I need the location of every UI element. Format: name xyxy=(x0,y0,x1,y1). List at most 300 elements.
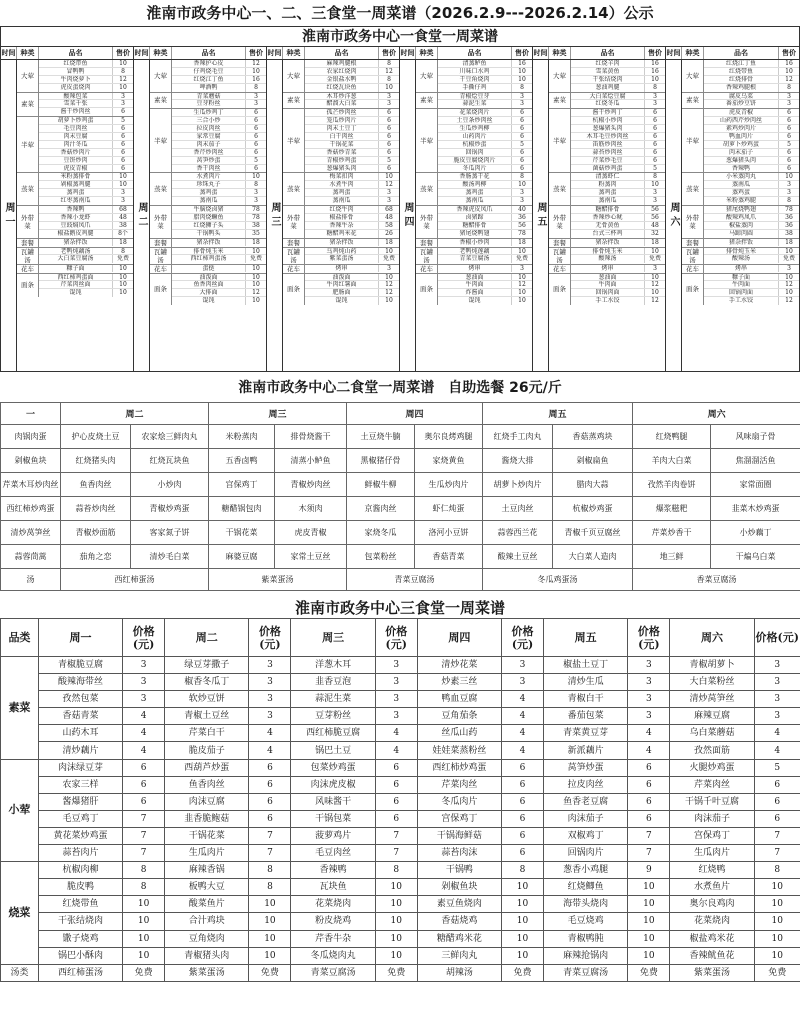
canteen3-dish: 干张结烧肉 xyxy=(38,913,122,930)
canteen1-menu-item xyxy=(172,117,266,125)
canteen1-group-items xyxy=(571,248,665,264)
canteen3-header-cell: 价格(元) xyxy=(628,619,670,657)
canteen3-price: 6 xyxy=(249,793,291,810)
canteen1-group-items xyxy=(438,265,532,273)
dish-name: 米粉蒸鸡腿 xyxy=(704,197,779,205)
canteen3-soup-cell: 西红柿蛋汤 xyxy=(38,964,122,981)
canteen1-menu-item xyxy=(704,181,799,189)
canteen1-group-items xyxy=(305,265,399,273)
dish-price: 12 xyxy=(385,181,393,189)
dish-name: 葱爆猪头肉 xyxy=(305,165,379,173)
dish-price: 10 xyxy=(518,289,526,297)
canteen1-menu-item xyxy=(172,189,266,197)
canteen3-dish: 莴笋炒蛋 xyxy=(544,759,628,776)
canteen3-dish: 红烧鲫鱼 xyxy=(544,879,628,896)
canteen2-dish: 蒜蓉茼蒿 xyxy=(1,545,61,569)
canteen1-menu-item xyxy=(571,281,665,289)
canteen1-menu-item xyxy=(704,214,799,222)
canteen1-menu-item xyxy=(39,222,133,230)
canteen1-group-items xyxy=(571,239,665,247)
canteen1-menu-item xyxy=(172,197,266,205)
dish-name: 鱼香肉丝面 xyxy=(172,281,246,288)
canteen1-day-header xyxy=(1,47,133,60)
dish-name: 笛筋炒肉丝 xyxy=(571,141,645,148)
canteen3-price: 4 xyxy=(249,725,291,742)
canteen1-menu-item xyxy=(438,265,532,273)
canteen1-menu-item xyxy=(172,68,266,76)
canteen1-menu-item xyxy=(704,76,799,84)
canteen1-menu-item xyxy=(704,109,799,117)
dish-price: 6 xyxy=(653,133,657,140)
canteen3-price: 3 xyxy=(375,708,417,725)
canteen1-group xyxy=(17,265,133,274)
dish-price: 3 xyxy=(121,197,125,205)
dish-name: 金银盐水鸭 xyxy=(305,76,379,83)
canteen1-day-header xyxy=(134,47,266,60)
canteen3-soup-cell: 免费 xyxy=(754,964,800,981)
canteen1-group xyxy=(283,248,399,265)
dish-price: 8 xyxy=(787,83,791,91)
canteen1-group-category: 素菜 xyxy=(416,93,438,109)
canteen2-day-header: 周二 xyxy=(61,403,209,425)
canteen3-header-cell: 周三 xyxy=(291,619,375,657)
canteen3-dish: 香菇青菜 xyxy=(38,708,122,725)
canteen3-row xyxy=(1,657,800,674)
canteen3-dish: 韭香豆泡 xyxy=(291,674,375,691)
dish-price: 18 xyxy=(785,238,793,246)
canteen1-menu-item xyxy=(438,197,532,205)
dish-name: 香辣鸭 xyxy=(39,206,113,213)
dish-price: 6 xyxy=(121,156,125,164)
canteen3-dish: 青菜黄豆芽 xyxy=(544,725,628,742)
dish-name: 腐皮乌菜 xyxy=(704,93,779,100)
dish-name: 虎皮青椒 xyxy=(39,165,113,173)
canteen1-group xyxy=(150,206,266,239)
canteen1-menu-item xyxy=(571,60,665,68)
dish-price: 38 xyxy=(785,229,793,237)
canteen3-dish: 奥尔良鸡肉 xyxy=(670,896,754,913)
canteen1-menu-item xyxy=(172,274,266,282)
canteen1-group-category: 半荤 xyxy=(283,109,305,172)
canteen3-header-cell: 价格(元) xyxy=(123,619,165,657)
dish-name: 乌鸡炖山药 xyxy=(305,248,379,255)
canteen3-dish: 清炒生瓜 xyxy=(544,674,628,691)
canteen1-group-items xyxy=(172,274,266,306)
dish-name: 素鸡炒肉片 xyxy=(704,125,779,132)
canteen3-dish: 香菇烧鸡 xyxy=(417,913,501,930)
canteen1-group xyxy=(682,93,799,110)
dish-price: 免费 xyxy=(116,255,129,263)
canteen3-header-cell: 价格(元) xyxy=(754,619,800,657)
canteen1-group-category: 外带菜 xyxy=(416,206,438,238)
canteen1-group-items xyxy=(305,248,399,264)
dish-name: 蒸南瓜 xyxy=(571,197,645,205)
canteen2-dish: 蒜苔炒肉丝 xyxy=(61,497,131,521)
canteen3-dish: 干锅千叶豆腐 xyxy=(670,793,754,810)
canteen1-group-items xyxy=(172,173,266,205)
canteen1-menu-item xyxy=(305,181,399,189)
canteen1-menu-item xyxy=(571,117,665,125)
dish-price: 6 xyxy=(787,133,791,140)
canteen2-dish: 芹菜木耳炒肉丝 xyxy=(1,473,61,497)
canteen1-header-price: 售价 xyxy=(515,49,529,57)
canteen2-dish: 干煸乌白菜 xyxy=(711,545,800,569)
dish-name: 牛肉面 xyxy=(571,281,645,288)
canteen1-group-category: 套餐 xyxy=(416,239,438,247)
dish-price: 78 xyxy=(252,213,260,221)
canteen3-dish: 香辣鱿鱼花 xyxy=(670,947,754,964)
dish-price: 3 xyxy=(520,189,524,197)
canteen1-menu-item xyxy=(39,165,133,173)
dish-name: 粉蒸肉 xyxy=(571,181,645,188)
dish-name: 虎皮青椒 xyxy=(704,109,779,116)
canteen2-dish: 排骨烧酱干 xyxy=(275,425,347,449)
dish-price: 6 xyxy=(387,140,391,148)
canteen2-dish: 焦溜溜活鱼 xyxy=(711,449,800,473)
canteen1-group xyxy=(416,93,532,110)
dish-price: 18 xyxy=(252,238,260,246)
canteen1-menu-item xyxy=(571,189,665,197)
dish-price: 8 xyxy=(254,181,258,189)
canteen1-header-name: 品名 xyxy=(438,47,512,59)
canteen1-header-price: 售价 xyxy=(782,49,796,57)
canteen3-price: 6 xyxy=(628,810,670,827)
dish-price: 78 xyxy=(785,206,793,213)
canteen1-menu-item xyxy=(571,165,665,173)
dish-price: 6 xyxy=(387,133,391,140)
dish-price: 8 xyxy=(520,83,524,91)
canteen1-groups xyxy=(150,60,266,371)
canteen3-price: 10 xyxy=(375,896,417,913)
dish-name: 蒸鸡蛋 xyxy=(172,189,246,196)
dish-name: 葱油面 xyxy=(438,274,512,281)
canteen1-menu-item xyxy=(704,189,799,197)
dish-price: 8 xyxy=(653,83,657,91)
dish-price: 10 xyxy=(385,173,393,181)
canteen1-group-category: 套餐 xyxy=(150,239,172,247)
dish-name: 雪菜黄鱼 xyxy=(571,68,645,75)
canteen1-header-name: 品名 xyxy=(704,47,779,59)
canteen3-dish: 干锅包菜 xyxy=(291,810,375,827)
canteen1-menu-item xyxy=(438,214,532,222)
canteen2-row xyxy=(1,425,800,449)
dish-price: 6 xyxy=(520,125,524,133)
dish-price: 3 xyxy=(387,92,391,100)
dish-price: 6 xyxy=(121,125,125,133)
canteen1-group-items xyxy=(571,265,665,273)
canteen1-menu-item xyxy=(571,157,665,165)
canteen1-header-type: 种类 xyxy=(549,47,571,59)
dish-name: 香芹炒肉丝 xyxy=(172,149,246,156)
canteen1-group xyxy=(150,274,266,306)
dish-price: 6 xyxy=(653,117,657,125)
canteen3-row xyxy=(1,691,800,708)
canteen3-price: 6 xyxy=(754,776,800,793)
canteen3-price: 6 xyxy=(123,759,165,776)
canteen1-group xyxy=(549,173,665,206)
canteen1-group-category: 半荤 xyxy=(682,109,704,172)
canteen1-header-name: 品名 xyxy=(305,47,379,59)
canteen3-dish: 孜然面筋 xyxy=(670,742,754,759)
canteen3-soup-cell: 汤类 xyxy=(1,964,39,981)
canteen1-menu-item xyxy=(305,68,399,76)
dish-price: 8 xyxy=(387,75,391,83)
canteen3-dish: 青椒土豆丝 xyxy=(165,708,249,725)
canteen1-group-category: 瓦罐汤 xyxy=(682,248,704,264)
canteen2-dish: 干锅花菜 xyxy=(209,521,275,545)
canteen1-group xyxy=(549,109,665,173)
dish-price: 免费 xyxy=(515,255,528,263)
canteen3-dish: 红烧带鱼 xyxy=(38,896,122,913)
dish-price: 6 xyxy=(254,109,258,117)
canteen1-group-category: 蒸菜 xyxy=(17,173,39,205)
canteen1-menu-item xyxy=(571,93,665,101)
canteen1-header-name: 品名 xyxy=(39,47,113,59)
canteen3-soup-cell: 青菜豆腐汤 xyxy=(291,964,375,981)
canteen1-header-price: 售价 xyxy=(249,49,263,57)
canteen1-group-category: 瓦罐汤 xyxy=(283,248,305,264)
canteen3-price: 10 xyxy=(501,947,543,964)
dish-price: 18 xyxy=(385,238,393,246)
canteen2-day-header: 周四 xyxy=(347,403,483,425)
dish-name: 台式三杯鸡 xyxy=(571,230,645,238)
canteen1-menu-item xyxy=(438,84,532,92)
canteen1-day-column xyxy=(533,47,666,371)
canteen1-menu-item xyxy=(438,125,532,133)
canteen3-price: 10 xyxy=(754,896,800,913)
canteen1-menu-item xyxy=(704,289,799,297)
canteen1-group xyxy=(17,239,133,248)
canteen1-header-name: 品名 xyxy=(571,47,645,59)
dish-price: 16 xyxy=(651,67,659,75)
canteen2-dish: 虾仁炖蛋 xyxy=(415,497,483,521)
canteen2-dish: 清炒莴笋丝 xyxy=(1,521,61,545)
canteen3-dish: 毛豆鸡丁 xyxy=(38,810,122,827)
canteen2-menu xyxy=(0,374,800,596)
canteen2-dish: 腊肉大蒜 xyxy=(553,473,633,497)
dish-name: 酸辣汤 xyxy=(704,255,779,263)
canteen1-group-category: 蒸菜 xyxy=(416,173,438,205)
dish-name: 蒸南瓜 xyxy=(172,197,246,205)
dish-name: 豆豉焖凤爪 xyxy=(39,222,113,229)
canteen3-dish: 黄花菜炒鸡蛋 xyxy=(38,827,122,844)
canteen1-group-category: 花车 xyxy=(682,265,704,273)
canteen1-group xyxy=(549,60,665,93)
canteen1-group-category: 瓦罐汤 xyxy=(549,248,571,264)
canteen3-dish: 芹菜肉丝 xyxy=(670,776,754,793)
canteen1-week-grid xyxy=(0,46,800,372)
canteen3-dish: 青椒猪头肉 xyxy=(165,947,249,964)
dish-price: 10 xyxy=(518,181,526,189)
canteen2-soup: 青菜豆腐汤 xyxy=(347,569,483,591)
canteen1-group-items xyxy=(39,239,133,247)
canteen1-menu-item xyxy=(438,297,532,305)
dish-name: 糖醋排骨 xyxy=(571,206,645,213)
dish-name: 椒盐排骨 xyxy=(305,214,379,221)
dish-name: 莴笋炒蛋 xyxy=(172,157,246,164)
dish-name: 糠子面 xyxy=(39,265,113,273)
canteen2-dish: 羊肉大白菜 xyxy=(633,449,711,473)
canteen3-dish: 拉皮肉丝 xyxy=(544,776,628,793)
canteen3-price: 10 xyxy=(123,896,165,913)
canteen3-dish: 孜然包菜 xyxy=(38,691,122,708)
canteen1-group-items xyxy=(39,93,133,117)
dish-name: 蒸鸡蛋 xyxy=(39,189,113,196)
dish-price: 8个 xyxy=(118,229,128,237)
dish-price: 8 xyxy=(254,83,258,91)
canteen3-category: 素菜 xyxy=(1,657,39,760)
canteen3-dish: 新派藕片 xyxy=(544,742,628,759)
dish-name: 肉末茄子 xyxy=(704,149,779,156)
canteen2-dish: 红烧猪头肉 xyxy=(61,449,131,473)
dish-price: 6 xyxy=(787,164,791,172)
dish-name: 紫菜蛋汤 xyxy=(305,255,379,263)
canteen3-dish: 椒香冬瓜丁 xyxy=(165,674,249,691)
dish-name: 牛肉烧萝卜 xyxy=(39,76,113,83)
canteen3-row xyxy=(1,913,800,930)
canteen3-header-cell: 周六 xyxy=(670,619,754,657)
dish-name: 油泼面 xyxy=(305,274,379,281)
dish-name: 红烧瓦块鱼 xyxy=(305,84,379,92)
dish-price: 10 xyxy=(518,67,526,75)
dish-price: 8 xyxy=(520,173,524,181)
canteen2-dish: 奥尔良烤鸡腿 xyxy=(415,425,483,449)
canteen1-day-label: 周二 xyxy=(134,60,150,371)
canteen3-header-cell: 周四 xyxy=(417,619,501,657)
canteen3-price: 6 xyxy=(123,776,165,793)
canteen1-menu-item xyxy=(571,255,665,263)
canteen1-menu-item xyxy=(172,149,266,157)
dish-price: 3 xyxy=(787,181,791,189)
canteen1-menu-item xyxy=(305,133,399,141)
canteen1-group-category: 大荤 xyxy=(17,60,39,92)
dish-name: 葱爆猪头肉 xyxy=(704,157,779,164)
canteen1-group xyxy=(283,274,399,306)
dish-name: 剁椒蒸鸡腿 xyxy=(39,181,113,188)
canteen1-header-time: 时间 xyxy=(134,49,149,57)
canteen1-group xyxy=(682,173,799,206)
canteen3-header-cell: 价格(元) xyxy=(375,619,417,657)
canteen3-dish: 干锅海鲜菇 xyxy=(417,827,501,844)
dish-name: 排骨炖玉米 xyxy=(172,248,246,255)
canteen1-group-items xyxy=(704,248,799,264)
canteen1-group xyxy=(416,206,532,239)
dish-name: 葱油鸡腿 xyxy=(571,84,645,92)
dish-price: 10 xyxy=(252,247,260,255)
dish-name: 白干肉丝 xyxy=(305,133,379,140)
dish-name: 干锅花菜 xyxy=(305,141,379,148)
canteen1-group-items xyxy=(571,173,665,205)
dish-name: 糖醋排骨 xyxy=(438,222,512,229)
dish-price: 免费 xyxy=(782,255,795,263)
dish-price: 3 xyxy=(653,189,657,197)
dish-name: 猪尾烧鸭翅 xyxy=(704,206,779,213)
canteen1-menu-item xyxy=(704,93,799,101)
canteen3-dish: 酸辣海带丝 xyxy=(38,674,122,691)
dish-name: 木耳炒洋葱 xyxy=(305,93,379,100)
dish-name: 肉末豆腐 xyxy=(39,133,113,140)
canteen3-dish: 娃娃菜蒸粉丝 xyxy=(417,742,501,759)
canteen1-group-category: 花车 xyxy=(17,265,39,273)
dish-price: 8 xyxy=(121,247,125,255)
dish-price: 10 xyxy=(119,281,127,289)
dish-name: 蒸南瓜 xyxy=(305,197,379,205)
canteen3-dish: 肉沫茄子 xyxy=(670,810,754,827)
canteen2-soup: 西红柿蛋汤 xyxy=(61,569,209,591)
canteen1-group xyxy=(682,60,799,93)
dish-name: 香辣鸭 xyxy=(704,165,779,173)
canteen3-price: 4 xyxy=(123,708,165,725)
dish-price: 12 xyxy=(252,289,260,297)
dish-name: 梅菜扣肉 xyxy=(305,173,379,180)
canteen3-price: 6 xyxy=(628,776,670,793)
canteen1-menu-item xyxy=(438,76,532,84)
canteen3-dish: 绿豆芽撒子 xyxy=(165,657,249,674)
dish-price: 3 xyxy=(520,197,524,205)
canteen3-dish: 生瓜肉片 xyxy=(670,845,754,862)
dish-name: 回锅肉面 xyxy=(571,289,645,296)
dish-name: 肉末土豆丁 xyxy=(305,125,379,132)
canteen3-header-cell: 价格(元) xyxy=(501,619,543,657)
dish-price: 16 xyxy=(785,60,793,67)
dish-price: 3 xyxy=(653,264,657,272)
canteen3-price: 10 xyxy=(501,930,543,947)
canteen1-menu-item xyxy=(39,248,133,256)
canteen1-group xyxy=(416,265,532,274)
dish-name: 烤串 xyxy=(571,265,645,273)
dish-name: 香菇炒肉片 xyxy=(39,149,113,156)
canteen1-menu-item xyxy=(305,197,399,205)
canteen3-dish: 火腿炒鸡蛋 xyxy=(670,759,754,776)
canteen1-group-items xyxy=(571,274,665,306)
dish-name: 菌菇炒鸡蛋 xyxy=(571,165,645,173)
dish-price: 6 xyxy=(387,117,391,125)
canteen3-dish: 冬瓜烧肉丸 xyxy=(291,947,375,964)
canteen1-menu-item xyxy=(39,141,133,149)
dish-price: 68 xyxy=(119,206,127,213)
dish-name: 香菇炒青菜 xyxy=(305,149,379,156)
canteen1-menu-item xyxy=(571,109,665,117)
dish-name: 猪杂拌饭 xyxy=(172,239,246,247)
canteen1-groups xyxy=(17,60,133,371)
dish-name: 油泼面 xyxy=(172,274,246,281)
canteen3-soup-cell: 免费 xyxy=(628,964,670,981)
canteen3-price: 7 xyxy=(754,845,800,862)
canteen1-group-items xyxy=(704,206,799,238)
dish-name: 珍珠丸子 xyxy=(172,181,246,188)
canteen1-group-category: 素菜 xyxy=(150,93,172,109)
dish-name: 排骨炖玉米 xyxy=(704,248,779,255)
canteen1-menu-item xyxy=(704,117,799,125)
canteen1-menu-item xyxy=(571,125,665,133)
canteen3-dish: 韭香脆鲍菇 xyxy=(165,810,249,827)
canteen1-menu-item xyxy=(438,239,532,247)
dish-price: 免费 xyxy=(249,255,262,263)
canteen3-price: 10 xyxy=(628,896,670,913)
canteen1-menu-item xyxy=(305,230,399,238)
canteen1-menu-item xyxy=(305,189,399,197)
dish-price: 3 xyxy=(787,100,791,108)
canteen3-price: 3 xyxy=(754,691,800,708)
canteen3-price: 6 xyxy=(501,759,543,776)
canteen1-menu-item xyxy=(305,248,399,256)
dish-name: 芹菜炒毛豆 xyxy=(571,157,645,164)
canteen3-price: 4 xyxy=(628,725,670,742)
canteen1-group-items xyxy=(438,173,532,205)
dish-price: 12 xyxy=(785,297,793,305)
dish-name: 青椒炒鸡蛋 xyxy=(305,157,379,164)
canteen3-row xyxy=(1,776,800,793)
